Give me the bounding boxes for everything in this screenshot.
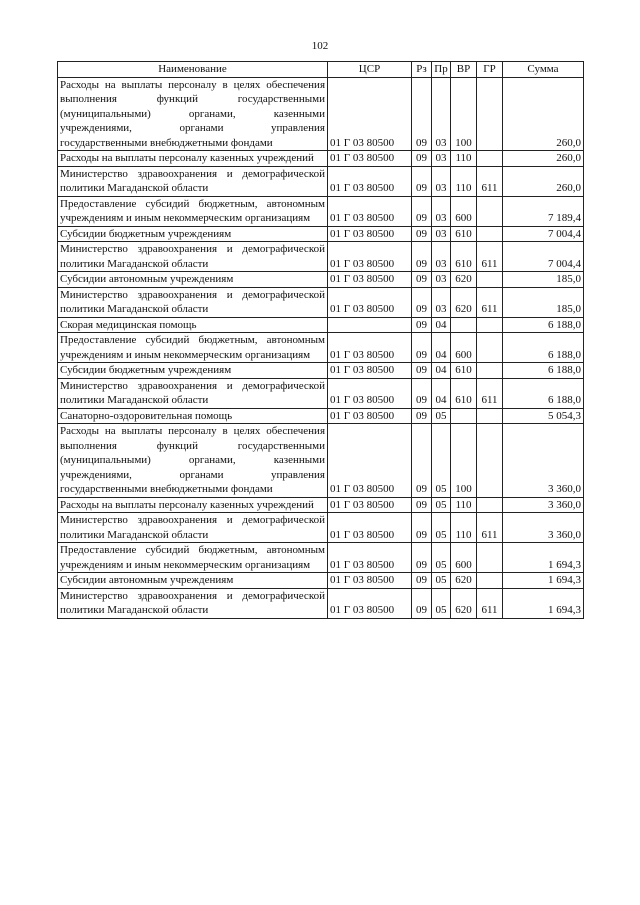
cell-csr: 01 Г 03 80500 <box>328 272 412 288</box>
cell-gr <box>477 196 503 226</box>
cell-rz: 09 <box>412 287 432 317</box>
cell-csr: 01 Г 03 80500 <box>328 424 412 498</box>
cell-rz: 09 <box>412 226 432 242</box>
cell-gr: 611 <box>477 378 503 408</box>
cell-rz: 09 <box>412 378 432 408</box>
cell-vr: 620 <box>451 588 477 618</box>
cell-pr: 03 <box>432 196 451 226</box>
cell-rz: 09 <box>412 151 432 167</box>
cell-sum: 1 694,3 <box>503 543 584 573</box>
cell-pr: 05 <box>432 424 451 498</box>
cell-sum: 3 360,0 <box>503 424 584 498</box>
cell-name: Санаторно-оздоровительная помощь <box>58 408 328 424</box>
cell-sum: 7 004,4 <box>503 242 584 272</box>
cell-sum: 1 694,3 <box>503 573 584 589</box>
cell-sum: 260,0 <box>503 166 584 196</box>
cell-gr: 611 <box>477 287 503 317</box>
table-row <box>58 317 584 333</box>
cell-gr <box>477 272 503 288</box>
cell-rz: 09 <box>412 573 432 589</box>
cell-sum: 260,0 <box>503 77 584 151</box>
cell-vr: 110 <box>451 513 477 543</box>
cell-name: Министерство здравоохранения и демографической политики Магаданской области <box>58 378 328 408</box>
cell-name: Министерство здравоохранения и демографической политики Магаданской области <box>58 287 328 317</box>
header-gr: ГР <box>477 62 503 78</box>
table-row <box>58 497 584 513</box>
cell-gr: 611 <box>477 166 503 196</box>
table-row <box>58 408 584 424</box>
cell-rz: 09 <box>412 272 432 288</box>
cell-pr: 03 <box>432 166 451 196</box>
cell-rz: 09 <box>412 333 432 363</box>
cell-vr: 100 <box>451 77 477 151</box>
cell-rz: 09 <box>412 196 432 226</box>
cell-name: Расходы на выплаты персоналу казенных учреждений <box>58 151 328 167</box>
page-number: 102 <box>311 40 329 52</box>
cell-sum: 3 360,0 <box>503 513 584 543</box>
table-row <box>58 287 584 317</box>
cell-name: Расходы на выплаты персоналу в целях обеспечения выполнения функций государственными (муниципальными) органами, казенными учреждениями, органами управления государственными внебюджетными фондами <box>58 424 328 498</box>
cell-pr: 05 <box>432 513 451 543</box>
cell-pr: 03 <box>432 287 451 317</box>
cell-name: Министерство здравоохранения и демографической политики Магаданской области <box>58 513 328 543</box>
cell-csr: 01 Г 03 80500 <box>328 77 412 151</box>
header-rz: Рз <box>412 62 432 78</box>
cell-gr <box>477 226 503 242</box>
table-row <box>58 573 584 589</box>
cell-vr: 620 <box>451 287 477 317</box>
budget-table <box>57 61 584 619</box>
cell-name: Субсидии бюджетным учреждениям <box>58 226 328 242</box>
cell-vr: 110 <box>451 151 477 167</box>
cell-csr: 01 Г 03 80500 <box>328 513 412 543</box>
cell-sum: 3 360,0 <box>503 497 584 513</box>
cell-rz: 09 <box>412 242 432 272</box>
table-row <box>58 196 584 226</box>
cell-sum: 7 189,4 <box>503 196 584 226</box>
table-row <box>58 226 584 242</box>
cell-vr: 610 <box>451 242 477 272</box>
table-row <box>58 424 584 498</box>
cell-gr: 611 <box>477 513 503 543</box>
cell-vr: 620 <box>451 573 477 589</box>
cell-csr: 01 Г 03 80500 <box>328 287 412 317</box>
cell-sum: 7 004,4 <box>503 226 584 242</box>
cell-csr <box>328 317 412 333</box>
cell-gr <box>477 573 503 589</box>
table-row <box>58 242 584 272</box>
cell-rz: 09 <box>412 408 432 424</box>
cell-csr: 01 Г 03 80500 <box>328 408 412 424</box>
cell-pr: 03 <box>432 77 451 151</box>
cell-name: Субсидии автономным учреждениям <box>58 573 328 589</box>
cell-pr: 05 <box>432 543 451 573</box>
cell-vr: 600 <box>451 196 477 226</box>
cell-vr: 110 <box>451 166 477 196</box>
header-csr: ЦСР <box>328 62 412 78</box>
cell-sum: 1 694,3 <box>503 588 584 618</box>
cell-name: Предоставление субсидий бюджетным, автономным учреждениям и иным некоммерческим организациям <box>58 543 328 573</box>
table-row <box>58 272 584 288</box>
cell-vr: 610 <box>451 378 477 408</box>
cell-csr: 01 Г 03 80500 <box>328 242 412 272</box>
cell-name: Расходы на выплаты персоналу в целях обеспечения выполнения функций государственными (муниципальными) органами, казенными учреждениями, органами управления государственными внебюджетными фондами <box>58 77 328 151</box>
header-name: Наименование <box>58 62 328 78</box>
cell-rz: 09 <box>412 363 432 379</box>
cell-rz: 09 <box>412 317 432 333</box>
header-pr: Пр <box>432 62 451 78</box>
cell-rz: 09 <box>412 166 432 196</box>
cell-vr: 600 <box>451 543 477 573</box>
cell-gr <box>477 543 503 573</box>
cell-sum: 6 188,0 <box>503 363 584 379</box>
cell-gr <box>477 408 503 424</box>
cell-name: Субсидии бюджетным учреждениям <box>58 363 328 379</box>
cell-pr: 03 <box>432 151 451 167</box>
cell-sum: 5 054,3 <box>503 408 584 424</box>
cell-vr: 100 <box>451 424 477 498</box>
cell-rz: 09 <box>412 424 432 498</box>
cell-pr: 04 <box>432 363 451 379</box>
cell-csr: 01 Г 03 80500 <box>328 196 412 226</box>
cell-rz: 09 <box>412 497 432 513</box>
cell-gr <box>477 497 503 513</box>
cell-pr: 03 <box>432 226 451 242</box>
cell-rz: 09 <box>412 77 432 151</box>
cell-sum: 260,0 <box>503 151 584 167</box>
cell-csr: 01 Г 03 80500 <box>328 543 412 573</box>
cell-sum: 185,0 <box>503 272 584 288</box>
cell-vr: 110 <box>451 497 477 513</box>
cell-csr: 01 Г 03 80500 <box>328 166 412 196</box>
cell-gr <box>477 77 503 151</box>
cell-gr <box>477 333 503 363</box>
table-row <box>58 543 584 573</box>
cell-pr: 05 <box>432 408 451 424</box>
cell-pr: 05 <box>432 588 451 618</box>
cell-sum: 6 188,0 <box>503 378 584 408</box>
cell-csr: 01 Г 03 80500 <box>328 363 412 379</box>
cell-gr <box>477 151 503 167</box>
cell-name: Предоставление субсидий бюджетным, автономным учреждениям и иным некоммерческим организациям <box>58 333 328 363</box>
cell-sum: 6 188,0 <box>503 317 584 333</box>
cell-csr: 01 Г 03 80500 <box>328 497 412 513</box>
cell-pr: 03 <box>432 242 451 272</box>
cell-vr: 610 <box>451 226 477 242</box>
cell-pr: 04 <box>432 378 451 408</box>
cell-rz: 09 <box>412 543 432 573</box>
cell-pr: 03 <box>432 272 451 288</box>
cell-vr: 600 <box>451 333 477 363</box>
cell-name: Министерство здравоохранения и демографической политики Магаданской области <box>58 242 328 272</box>
cell-gr <box>477 317 503 333</box>
cell-pr: 05 <box>432 497 451 513</box>
cell-gr: 611 <box>477 242 503 272</box>
cell-pr: 05 <box>432 573 451 589</box>
cell-sum: 6 188,0 <box>503 333 584 363</box>
table-row <box>58 77 584 151</box>
cell-name: Расходы на выплаты персоналу казенных учреждений <box>58 497 328 513</box>
cell-name: Министерство здравоохранения и демографической политики Магаданской области <box>58 588 328 618</box>
cell-sum: 185,0 <box>503 287 584 317</box>
table-row <box>58 513 584 543</box>
cell-name: Министерство здравоохранения и демографической политики Магаданской области <box>58 166 328 196</box>
table-row <box>58 363 584 379</box>
cell-gr: 611 <box>477 588 503 618</box>
cell-csr: 01 Г 03 80500 <box>328 226 412 242</box>
cell-pr: 04 <box>432 333 451 363</box>
cell-name: Субсидии автономным учреждениям <box>58 272 328 288</box>
cell-vr: 610 <box>451 363 477 379</box>
cell-csr: 01 Г 03 80500 <box>328 333 412 363</box>
cell-name: Скорая медицинская помощь <box>58 317 328 333</box>
header-sum: Сумма <box>503 62 584 78</box>
table-row <box>58 151 584 167</box>
cell-gr <box>477 424 503 498</box>
cell-vr: 620 <box>451 272 477 288</box>
cell-vr <box>451 317 477 333</box>
cell-csr: 01 Г 03 80500 <box>328 573 412 589</box>
header-vr: ВР <box>451 62 477 78</box>
cell-rz: 09 <box>412 513 432 543</box>
cell-vr <box>451 408 477 424</box>
table-row <box>58 333 584 363</box>
cell-csr: 01 Г 03 80500 <box>328 588 412 618</box>
cell-gr <box>477 363 503 379</box>
cell-pr: 04 <box>432 317 451 333</box>
table-row <box>58 378 584 408</box>
table-header-row <box>58 62 584 78</box>
table-row <box>58 166 584 196</box>
cell-rz: 09 <box>412 588 432 618</box>
cell-csr: 01 Г 03 80500 <box>328 151 412 167</box>
cell-name: Предоставление субсидий бюджетным, автономным учреждениям и иным некоммерческим организациям <box>58 196 328 226</box>
table-row <box>58 588 584 618</box>
cell-csr: 01 Г 03 80500 <box>328 378 412 408</box>
